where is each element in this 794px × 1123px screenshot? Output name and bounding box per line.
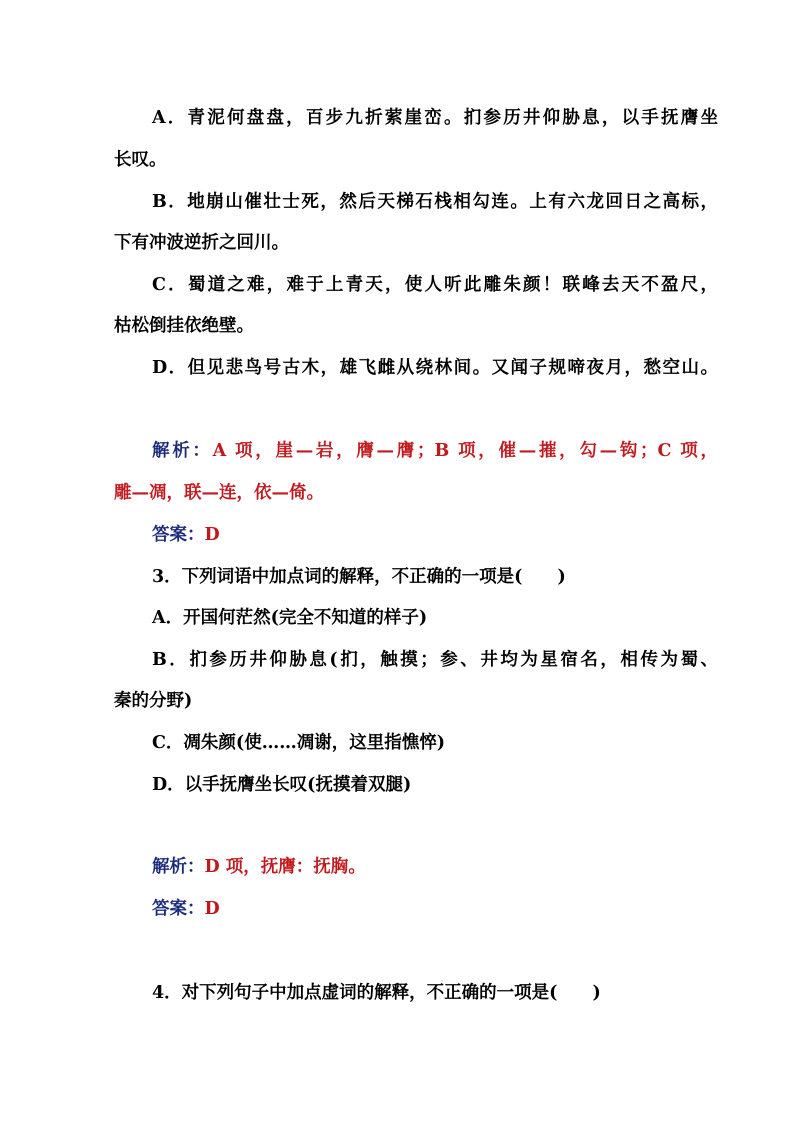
analysis-text: D 项，抚膺：抚胸。 <box>204 857 366 877</box>
answer-value: D <box>204 525 220 545</box>
answer-line <box>152 523 220 547</box>
question-4-stem: 4．对下列句子中加点虚词的解释，不正确的一项是( ) <box>152 983 601 1003</box>
analysis-line-1 <box>152 439 718 463</box>
question-3-stem: 3．下列词语中加点词的解释，不正确的一项是( ) <box>152 567 566 587</box>
analysis-line-2: 雕—凋，联—连，依—倚。 <box>114 483 324 503</box>
answer-label: 答案： <box>152 899 205 919</box>
option-c: C．凋朱颜(使……凋谢，这里指憔悴) <box>152 733 445 753</box>
answer-label: 答案： <box>152 525 205 545</box>
option-d-line-1: D．但见悲鸟号古木，雄飞雌从绕林间。又闻子规啼夜月，愁空山。 <box>152 358 718 378</box>
option-b-line-1: B．扪参历井仰胁息(扪，触摸；参、井均为星宿名，相传为蜀、 <box>152 650 718 670</box>
option-b-line-1: B．地崩山催壮士死，然后天梯石栈相勾连。上有六龙回日之高标， <box>152 192 718 212</box>
option-a: A．开国何茫然(完全不知道的样子) <box>152 608 428 628</box>
option-b-line-2: 下有冲波逆折之回川。 <box>114 233 289 253</box>
option-a-line-2: 长叹。 <box>114 150 167 170</box>
analysis-line <box>152 855 366 879</box>
option-d: D．以手抚膺坐长叹(抚摸着双腿) <box>152 775 412 795</box>
analysis-label: 解析： <box>152 857 205 877</box>
option-b-line-2: 秦的分野) <box>114 691 193 711</box>
option-c-line-1: C．蜀道之难，难于上青天，使人听此雕朱颜！联峰去天不盈尺， <box>152 275 718 295</box>
option-a-line-1: A．青泥何盘盘，百步九折萦崖峦。扪参历井仰胁息，以手抚膺坐 <box>152 108 718 128</box>
analysis-label: 解析： <box>152 441 213 461</box>
analysis-text: A 项，崖—岩，膺—膺；B 项，催—摧，勾—钩；C 项， <box>212 441 719 461</box>
answer-value: D <box>204 899 220 919</box>
answer-line <box>152 897 220 921</box>
option-c-line-2: 枯松倒挂依绝壁。 <box>114 316 254 336</box>
